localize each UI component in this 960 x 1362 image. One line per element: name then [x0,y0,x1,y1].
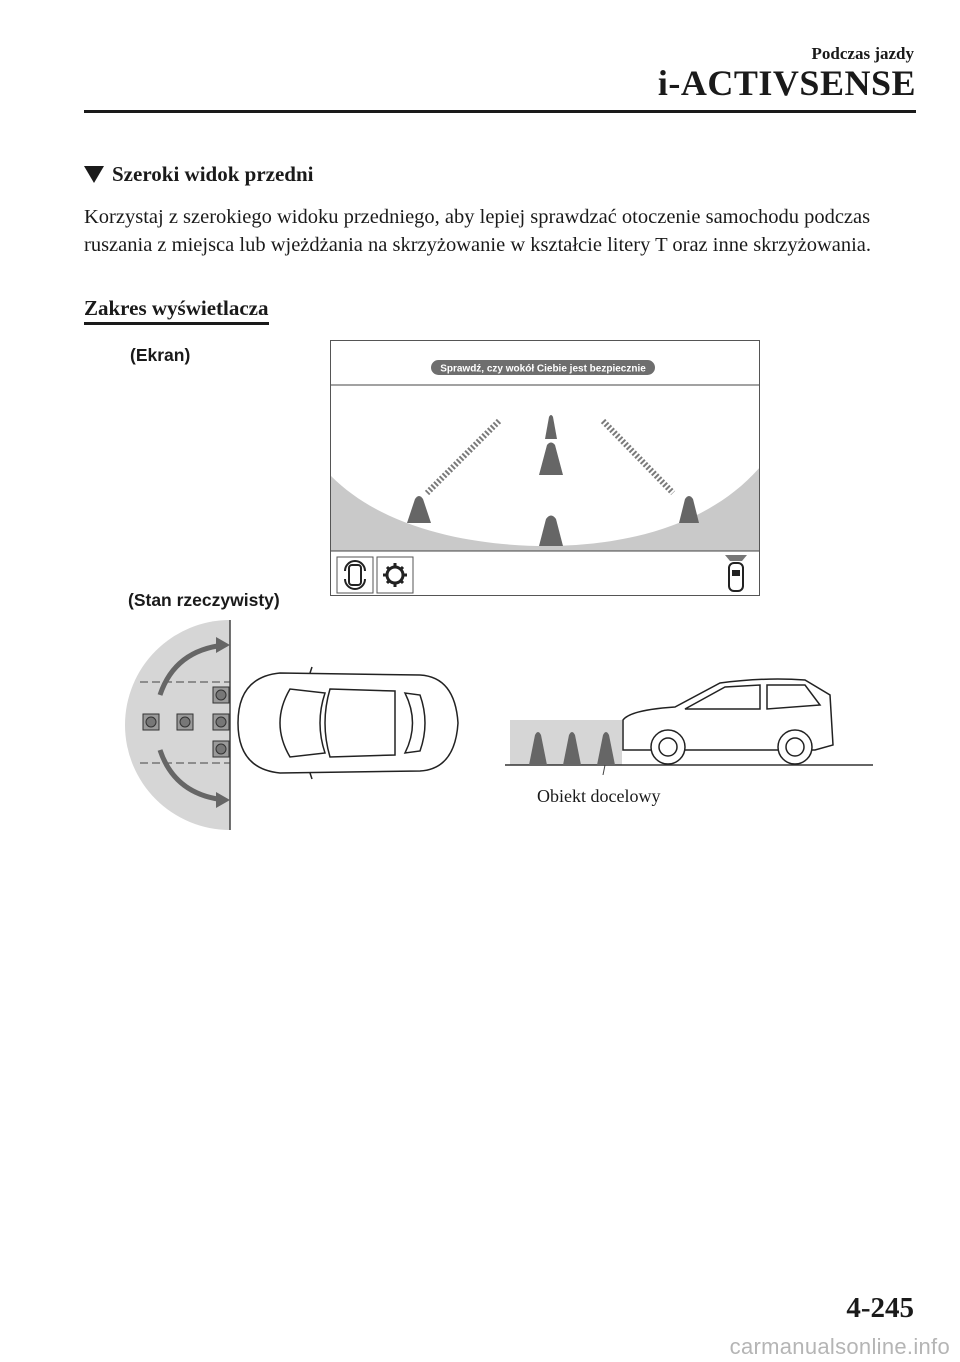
settings-button[interactable] [377,557,413,593]
car-top-view-icon [238,667,458,779]
cone-icons [407,415,699,546]
header-section-title: Podczas jazdy [811,44,914,63]
guide-line-right [603,421,673,493]
actual-state-label: (Stan rzeczywisty) [128,590,280,610]
top-view-illustration [120,615,470,835]
body-paragraph: Korzystaj z szerokiego widoku przedniego, aby lepiej sprawdzać otoczenie samochodu podczas ruszania z miejsca lub wjeżdżania na skrzyżowanie w kształcie litery T oraz inne skrzyżowania. [84,206,872,256]
car-view-icon [725,555,747,591]
header-chapter-title: i-ACTIVSENSE [657,63,916,103]
camera-screen [330,340,760,596]
header-rule [84,110,916,113]
subheading: Zakres wyświetlacza [84,296,269,325]
section-heading-text: Szeroki widok przedni [112,162,314,186]
screen-label: (Ekran) [130,345,191,365]
side-view-illustration [505,665,875,775]
guide-line-left [427,421,499,493]
target-object-caption: Obiekt docelowy [537,786,661,806]
page-number: 4-245 [846,1292,914,1324]
car-side-view-icon [623,679,833,764]
section-heading [84,162,313,187]
footer-watermark: carmanualsonline.info [729,1334,950,1359]
view-switch-button[interactable] [337,557,373,593]
triangle-bullet-icon [84,166,104,183]
banner-text: Sprawdź, czy wokół Ciebie jest bezpiecznie [440,363,646,375]
camera-view-illustration [331,341,760,596]
